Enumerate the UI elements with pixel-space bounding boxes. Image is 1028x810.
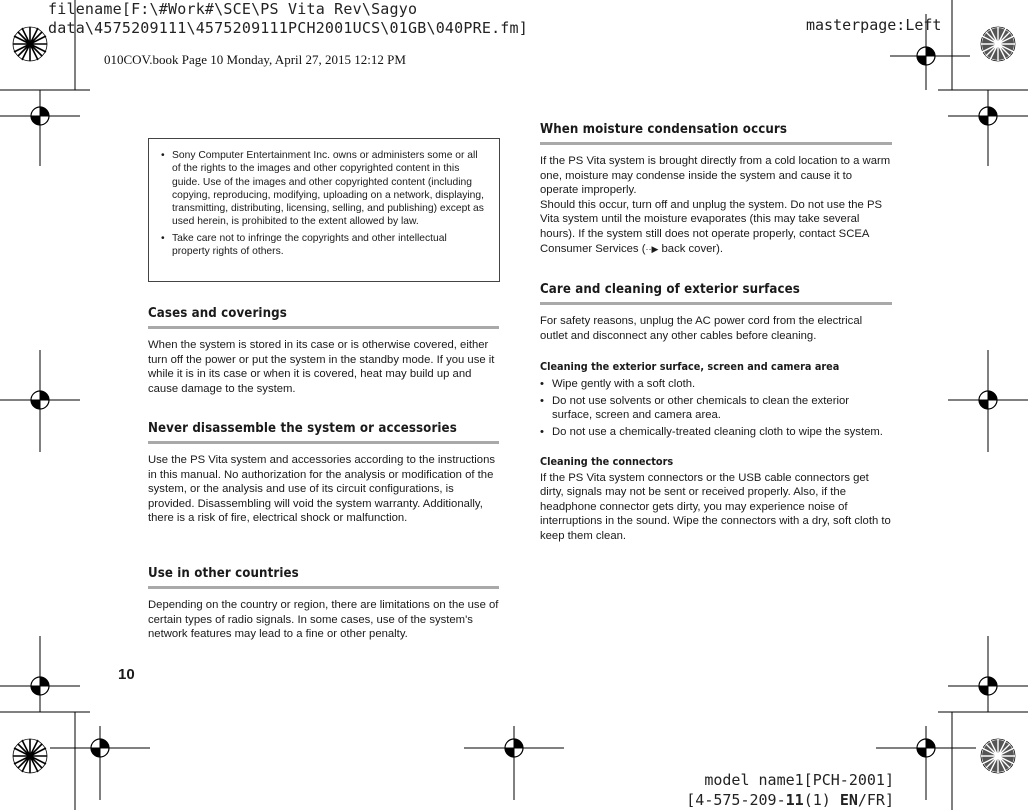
moisture-para-1: If the PS Vita system is brought directly from a cold location to a warm one, moisture may condense inside the system and cause it to operate improperly. xyxy=(540,155,891,197)
filename-line-2: data\4575209111\4575209111PCH2001UCS\01GB\040PRE.fm] xyxy=(48,19,528,37)
page-number: 10 xyxy=(118,666,135,683)
section-moisture xyxy=(540,122,892,256)
copyright-note-box xyxy=(148,138,500,282)
section-disassemble xyxy=(148,421,499,526)
part-code-pre: [4-575-209- xyxy=(686,791,786,809)
moisture-para-2-end: back cover). xyxy=(658,242,724,255)
book-info-line: 010COV.book Page 10 Monday, April 27, 2015 12:12 PM xyxy=(104,52,406,67)
part-code xyxy=(660,790,894,810)
exterior-list xyxy=(540,377,892,439)
section-other-countries xyxy=(148,566,499,642)
moisture-para-2 xyxy=(540,198,892,256)
masterpage-label: masterpage:Left xyxy=(806,16,942,34)
section-heading: Care and cleaning of exterior surfaces xyxy=(540,282,892,305)
moisture-para-2-text: Should this occur, turn off and unplug the system. Do not use the PS Vita system until the moisture evaporates (this may take several hours). If the system still does not operate properly, contact SCEA Consumer Services ( xyxy=(540,198,883,255)
section-cases xyxy=(148,306,499,396)
subheading-connectors: Cleaning the connectors xyxy=(540,454,674,468)
section-body: When the system is stored in its case or is otherwise covered, either turn off the power or put the system in the standby mode. If you use it while it is in its case or when it is covered, heat may build up and cause damage to the system. xyxy=(148,339,495,395)
care-intro: For safety reasons, unplug the AC power cord from the electrical outlet and disconnect any other cables before cleaning. xyxy=(540,315,863,342)
filename-header xyxy=(48,0,528,38)
section-heading: When moisture condensation occurs xyxy=(540,122,892,145)
section-heading: Use in other countries xyxy=(148,566,499,589)
section-heading: Never disassemble the system or accessories xyxy=(148,421,499,444)
list-item: • Do not use a chemically-treated cleaning cloth to wipe the system. xyxy=(540,425,892,440)
note-item: • Take care not to infringe the copyrights and other intellectual property rights of others. xyxy=(161,232,487,259)
subheading-exterior: Cleaning the exterior surface, screen and camera area xyxy=(540,360,840,374)
connectors-body: If the PS Vita system connectors or the USB cable connectors get dirty, signals may not be sent or received properly. Also, if the headphone connector gets dirty, you may experience noise of interruptions in the sound. Wipe the connectors with a dry, soft cloth to keep them clean. xyxy=(540,471,891,542)
part-code-mid: (1) xyxy=(803,791,840,809)
model-name: model name1[PCH-2001] xyxy=(704,771,894,789)
arrow-right-icon: ··▶ xyxy=(645,243,659,254)
section-body: Depending on the country or region, there are limitations on the use of certain types of radio signals. In some cases, use of the system's network features may lead to a fine or other penalty. xyxy=(148,599,499,641)
list-item: • Wipe gently with a soft cloth. xyxy=(540,377,892,392)
note-list xyxy=(161,149,487,258)
section-heading: Cases and coverings xyxy=(148,306,499,329)
list-item: • Do not use solvents or other chemicals to clean the exterior surface, screen and camera area. xyxy=(540,394,892,423)
part-code-bold: 11 xyxy=(785,791,804,809)
footer-info xyxy=(660,770,894,810)
part-code-lang: EN xyxy=(839,791,858,809)
note-item: • Sony Computer Entertainment Inc. owns or administers some or all of the rights to the images and other copyrighted content in this guide. Use of the images and other copyrighted content (including copying, reproducing, modifying, uploading on a network, displaying, transmitting, distributing, licensing, selling, and publishing) except as used herein, is prohibited to the extent allowed by law. xyxy=(161,149,487,229)
section-body: Use the PS Vita system and accessories according to the instructions in this manual. No authorization for the analysis or modification of the system, or the analysis and use of its circuit configurations, is provided. Disassembling will void the system warranty. Additionally, there is a risk of fire, electrical shock or malfunction. xyxy=(148,454,496,525)
section-care xyxy=(540,282,892,544)
part-code-post: /FR] xyxy=(857,791,894,809)
filename-line-1: filename[F:\#Work#\SCE\PS Vita Rev\Sagyo xyxy=(48,0,418,18)
